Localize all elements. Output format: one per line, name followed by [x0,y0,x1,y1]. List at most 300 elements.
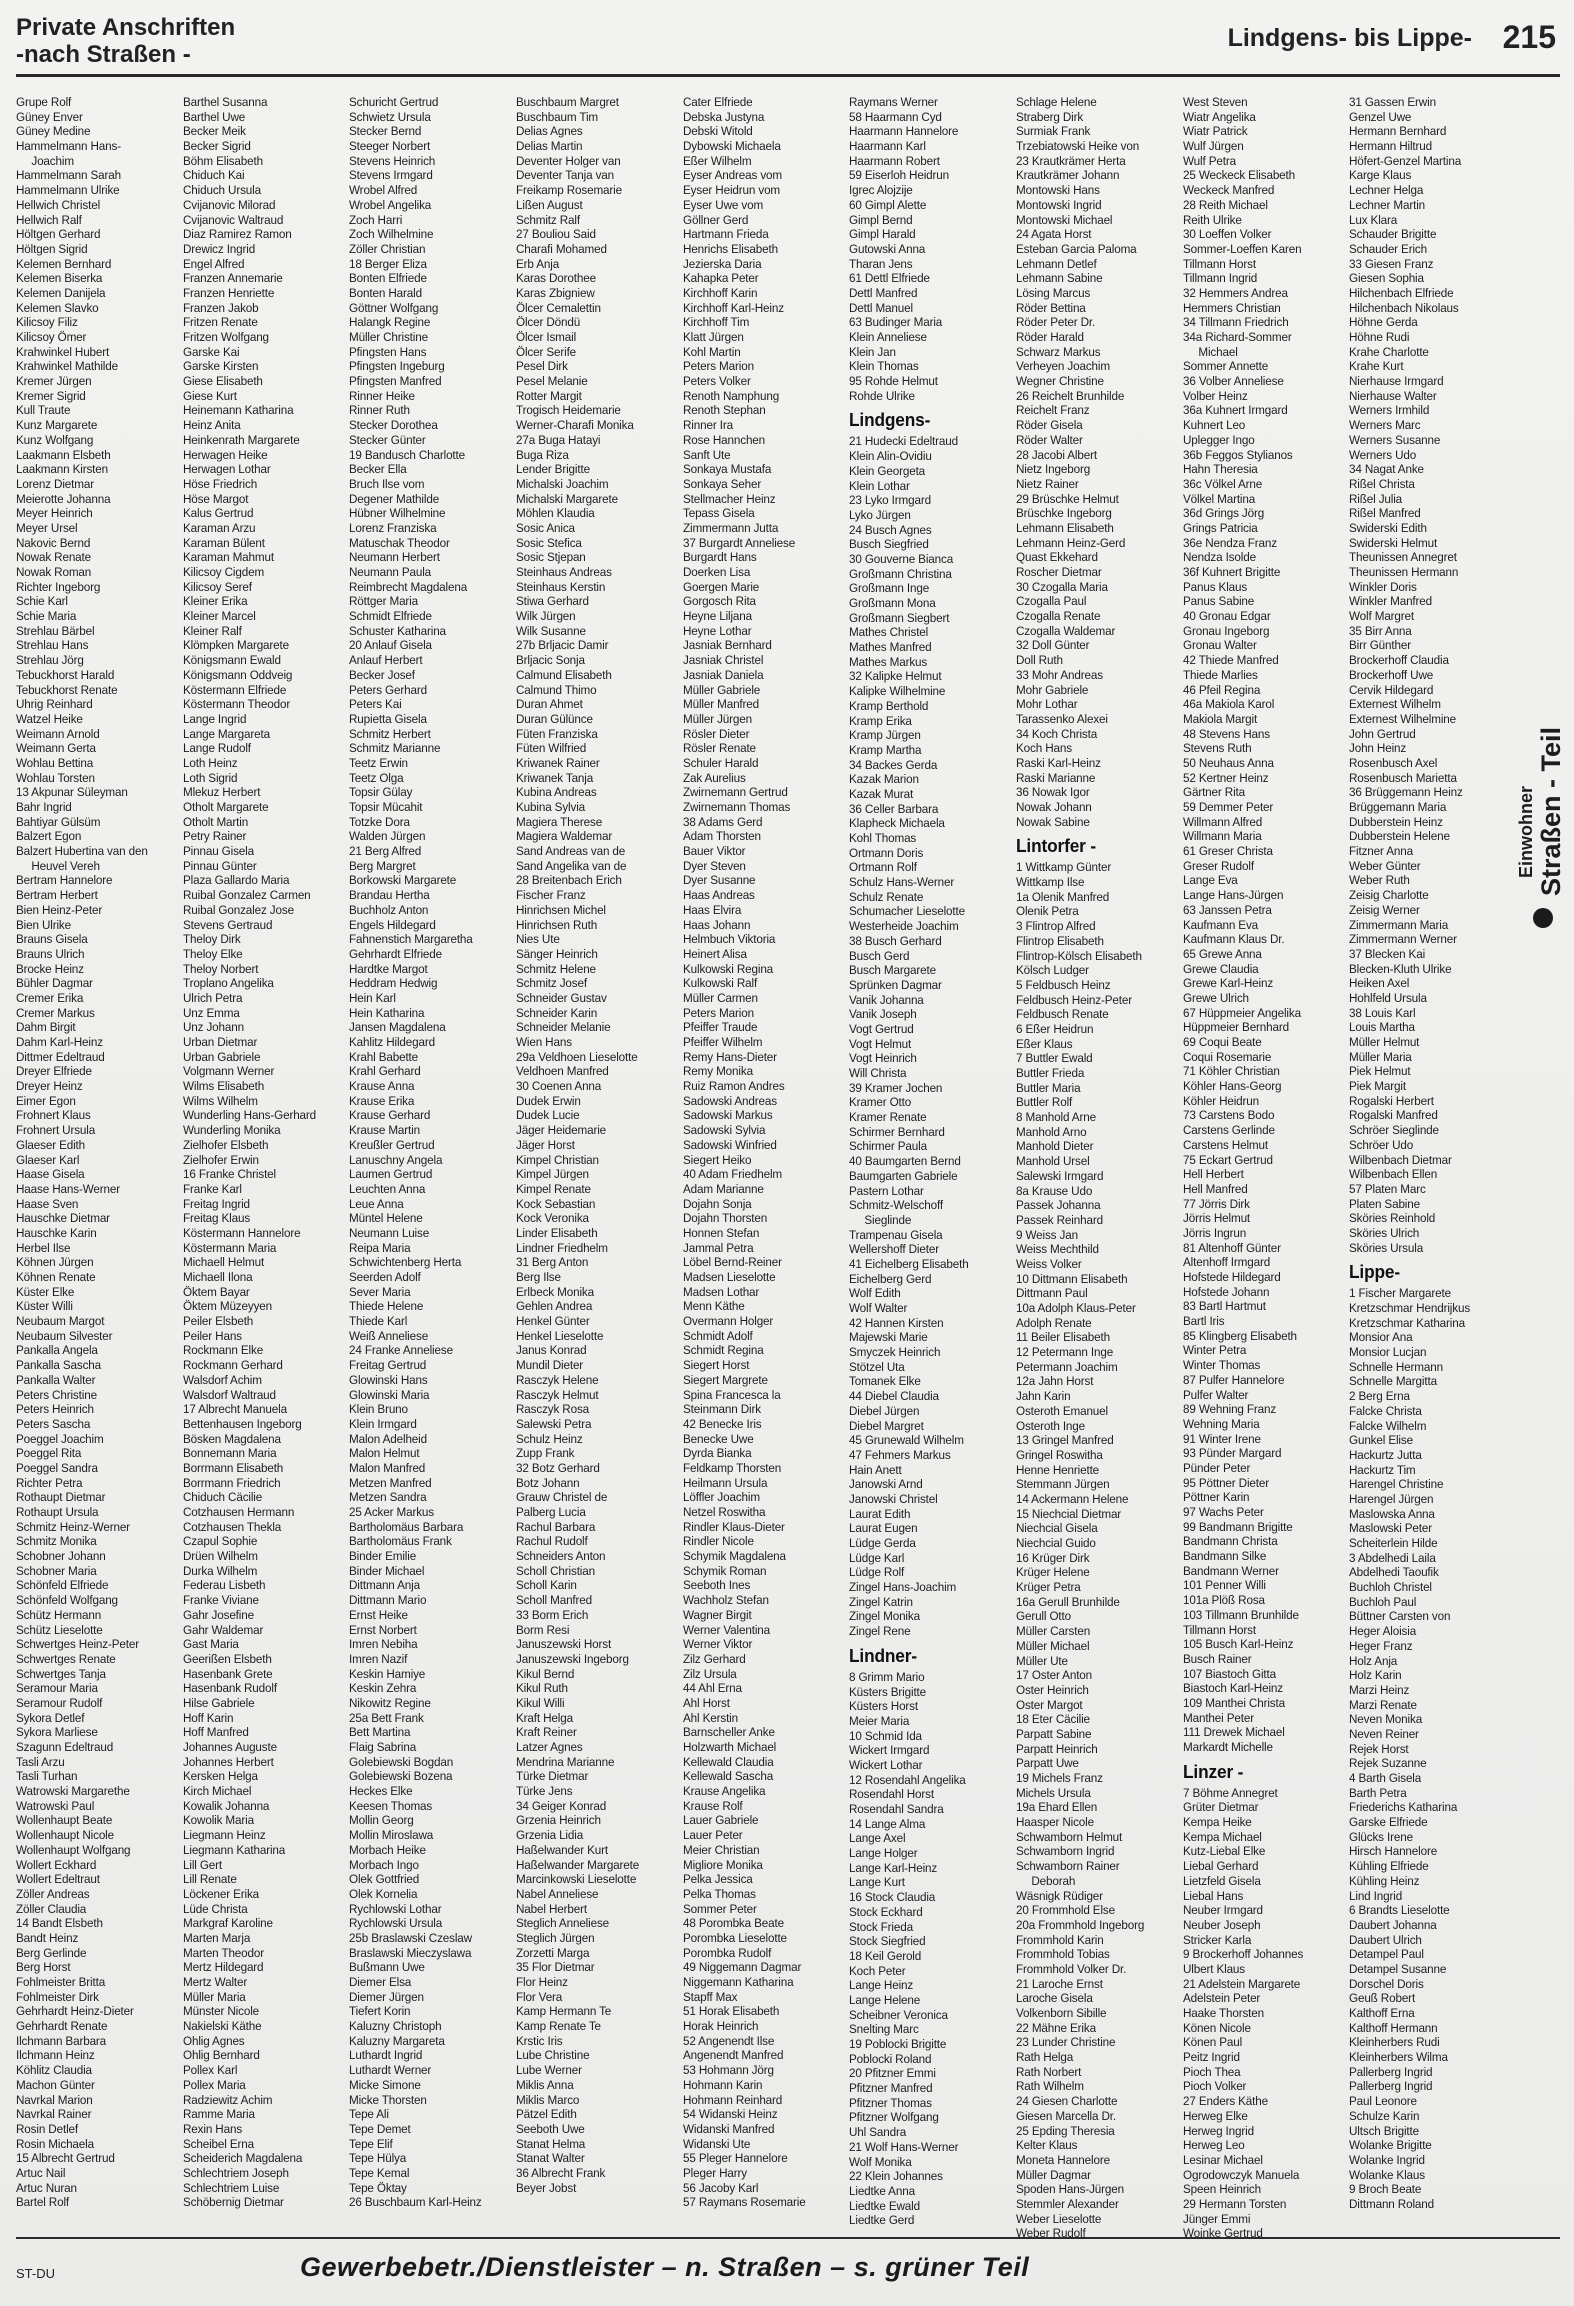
directory-entry: Berg Ilse [516,1270,561,1284]
directory-entry: 109 Manthei Christa [1182,1695,1285,1710]
directory-entry: Trampenau Gisela [849,1227,943,1242]
directory-entry: Barthel Uwe [182,109,245,124]
directory-entry: 67 Hüppmeier Angelika [1182,1005,1301,1020]
directory-entry: Giesen Marcella Dr. [1016,2108,1117,2123]
directory-entry: Michalski Joachim [516,476,609,491]
directory-entry: Montowski Michael [1016,212,1113,227]
directory-entry: Remy Monika [682,1064,753,1079]
directory-entry: Freitag Gertrud [349,1358,427,1373]
directory-entry: Lange Heinz [849,1978,914,1993]
directory-entry: Scholl Manfred [516,1593,593,1608]
directory-entry: Jasniak Daniela [682,667,764,682]
directory-entry: Dahm Karl-Heinz [16,1035,103,1049]
directory-entry: Monsior Ana [1349,1330,1413,1345]
directory-entry: 32 Kalipke Helmut [849,669,942,684]
directory-entry: Kohl Thomas [849,831,917,845]
directory-entry: Steeger Norbert [349,139,431,154]
directory-entry: Nierhause Irmgard [1349,374,1444,389]
directory-entry: Flintrop-Kölsch Elisabeth [1016,948,1142,963]
footer-note: Gewerbebetr./Dienstleister – n. Straßen – s. grüner Teil [300,2252,1030,2282]
directory-entry: Kock Sebastian [516,1196,596,1211]
directory-entry: 8 Grimm Mario [849,1669,925,1684]
directory-entry: Ohlig Agnes [182,2033,245,2048]
directory-entry: 31 Gassen Erwin [1349,95,1437,109]
directory-entry: 61 Dettl Elfriede [849,271,931,286]
directory-entry: Friederichs Katharina [1349,1800,1458,1815]
directory-entry: Wilbenbach Dietmar [1349,1152,1453,1167]
directory-entry: Lange Karl-Heinz [849,1860,938,1875]
directory-entry: Krüger Petra [1016,1580,1081,1595]
directory-entry: Swiderski Edith [1349,520,1428,535]
directory-entry: Kubina Sylvia [516,800,586,814]
directory-entry: Botz Johann [516,1475,580,1490]
directory-entry: Jäger Heidemarie [516,1123,607,1138]
directory-entry: Stevens Gertraud [182,917,273,932]
directory-entry: Sommer-Loeffen Karen [1182,241,1302,256]
directory-entry: Wolf Walter [849,1301,908,1315]
directory-entry: Brockerhoff Claudia [1349,653,1450,668]
directory-entry: 25 Acker Markus [349,1505,435,1519]
directory-entry: Siegert Margrete [682,1372,768,1387]
directory-entry: Hell Manfred [1182,1181,1248,1196]
directory-entry: Ahl Horst [682,1695,730,1710]
directory-entry: 75 Eckart Gertrud [1182,1152,1273,1167]
directory-entry: Pallerberg Ingrid [1349,2064,1433,2079]
directory-entry: Pätzel Edith [516,2107,577,2122]
directory-entry: Gerull Otto [1016,1609,1071,1624]
directory-entry: Hauschke Dietmar [16,1211,110,1226]
directory-entry: Hein Katharina [349,1005,425,1020]
directory-entry: Haßelwander Margarete [516,1857,640,1872]
directory-entry: 29a Veldhoen Lieselotte [516,1049,638,1064]
directory-entry: Lechner Helga [1349,183,1424,198]
directory-entry: Großmann Mona [849,596,936,610]
directory-entry: Krause Anna [349,1079,415,1094]
directory-entry: Kulkowski Regina [682,961,773,976]
directory-entry: Schwietz Ursula [349,109,432,124]
directory-entry: 101a Plöß Rosa [1182,1593,1265,1608]
directory-entry: Buchloh Christel [1349,1580,1433,1595]
directory-entry: Schröer Sieglinde [1349,1123,1440,1138]
directory-entry: 29 Brüschke Helmut [1016,491,1119,506]
directory-entry: Bandt Heinz [16,1930,79,1945]
directory-entry: 59 Demmer Peter [1182,800,1273,814]
directory-entry: Göttner Wolfgang [349,300,439,315]
directory-entry: Karaman Bülent [182,535,265,550]
directory-entry: Kirchhoff Tim [682,315,749,330]
directory-entry: Zilz Gerhard [682,1651,746,1666]
directory-entry: Remy Hans-Dieter [682,1049,777,1064]
directory-entry: Strehlau Hans [16,638,89,653]
directory-entry: Nakovic Bernd [16,535,91,550]
directory-entry: Lanuschny Angela [349,1152,443,1167]
directory-entry: Kulkowski Ralf [682,976,757,991]
directory-entry: Willmann Maria [1182,829,1262,844]
directory-entry: 81 Altenhoff Günter [1182,1240,1281,1255]
directory-entry: Michael [1198,344,1238,359]
directory-entry: Bartholomäus Barbara [349,1519,464,1534]
directory-entry: Stanat Helma [516,2136,586,2151]
directory-entry: Türke Dietmar [516,1769,589,1784]
directory-entry: Rychlowski Lothar [349,1901,442,1916]
directory-entry: 19a Ehard Ellen [1016,1800,1098,1815]
directory-entry: Dojahn Thorsten [682,1211,767,1226]
directory-entry: Chiduch Kai [182,168,245,183]
directory-entry: Henne Henriette [1016,1462,1100,1477]
directory-entry: Greser Rudolf [1182,858,1254,873]
directory-entry: Brüggemann Maria [1349,800,1447,814]
directory-entry: Sonkaya Seher [682,476,761,491]
directory-entry: 12a Jahn Horst [1016,1374,1094,1389]
directory-entry: Buchholz Anton [349,902,429,917]
directory-entry: Flor Vera [516,1989,563,2004]
directory-entry: Königsmann Oddveig [182,667,292,682]
directory-entry: Garske Kai [182,344,240,359]
directory-entry: Jörris Ingrun [1182,1225,1246,1240]
directory-entry: 59 Eiserloh Heidrun [849,168,950,183]
directory-entry: 3 Flintrop Alfred [1016,919,1096,934]
directory-entry: Werner Viktor [682,1637,752,1652]
directory-entry: Meyer Ursel [16,520,78,535]
directory-entry: Zingel Katrin [849,1594,914,1609]
directory-entry: Köhler Heidrun [1182,1093,1259,1108]
directory-entry: Tasli Turhan [16,1769,78,1784]
directory-entry: 44 Diebel Claudia [849,1389,940,1404]
directory-entry: Watzel Heike [16,711,83,726]
directory-entry: Schneiders Anton [516,1549,606,1564]
directory-entry: Schulz Heinz [516,1431,583,1446]
directory-entry: Madsen Lieselotte [682,1270,776,1284]
directory-entry: Carstens Gerlinde [1182,1123,1275,1138]
directory-entry: Poeggel Joachim [16,1431,104,1446]
directory-entry: Kahlitz Hildegard [349,1035,436,1049]
directory-entry: 23 Krautkrämer Herta [1016,153,1126,168]
directory-entry: Schobner Maria [16,1563,97,1578]
directory-entry: Hartmann Frieda [682,227,769,242]
directory-entry: Peters Marion [682,359,754,374]
directory-entry: Klömpken Margarete [182,638,289,653]
directory-entry: Oster Margot [1016,1697,1083,1712]
directory-entry: 36c Völkel Arne [1182,476,1262,491]
directory-entry: Dittmann Roland [1349,2196,1435,2211]
directory-entry: 36 Brüggemann Heinz [1349,785,1464,800]
directory-entry: Zimmermann Maria [1349,917,1449,932]
directory-entry: Rogalski Herbert [1349,1093,1435,1108]
directory-entry: Manhold Dieter [1016,1139,1094,1154]
directory-entry: Miklis Anna [516,2077,574,2092]
directory-entry: Teetz Olga [349,770,404,785]
directory-entry: Schauder Brigitte [1349,227,1437,242]
directory-entry: Koch Hans [1016,741,1072,756]
directory-entry: Trzebiatowski Heike von [1016,139,1140,154]
directory-entry: Bartel Rolf [16,2195,70,2210]
directory-entry: Weber Günter [1349,858,1421,873]
directory-entry: Kalthoff Hermann [1349,2020,1438,2035]
directory-entry: Bauer Viktor [682,844,746,859]
directory-entry: Hoff Manfred [182,1725,249,1740]
directory-entry: Wolanke Brigitte [1349,2138,1433,2153]
directory-entry: Paul Leonore [1349,2094,1418,2109]
directory-entry: Watrowski Margarethe [16,1784,130,1799]
directory-entry: Rösler Dieter [682,726,750,741]
directory-entry: Gehrhardt Heinz-Dieter [16,2004,134,2019]
directory-entry: 8 Manhold Arne [1016,1110,1096,1125]
directory-entry: 15 Niechcial Dietmar [1016,1506,1122,1521]
directory-entry: 16a Gerull Brunhilde [1016,1594,1120,1609]
directory-entry: Pankalla Sascha [16,1358,102,1373]
directory-entry: Passek Johanna [1016,1198,1101,1213]
directory-entry: Goergen Marie [682,579,759,594]
directory-entry: Salewski Petra [516,1416,592,1431]
directory-entry: 16 Franke Christel [182,1167,276,1182]
directory-entry: Nikowitz Regine [349,1695,432,1710]
directory-entry: Nies Ute [516,932,560,947]
directory-entry: Kelemen Danijela [16,285,106,300]
directory-entry: Dyer Steven [682,858,746,873]
directory-entry: Ruibal Gonzalez Carmen [182,888,311,903]
directory-entry: 13 Akpunar Süleyman [16,785,128,800]
directory-entry: Rejek Suzanne [1349,1756,1427,1771]
directory-entry: Neuber Irmgard [1182,1903,1263,1918]
directory-entry: Januszewski Horst [516,1637,612,1652]
directory-entry: Petermann Joachim [1016,1359,1118,1374]
directory-entry: Theunissen Hermann [1349,565,1459,579]
directory-entry: Ölcer Ismail [516,330,577,344]
header-divider [16,74,1560,77]
directory-entry: 48 Porombka Beate [682,1916,784,1931]
directory-entry: Laumen Gertrud [349,1167,433,1182]
directory-entry: 58 Haarmann Cyd [849,109,943,124]
directory-entry: Hinrichsen Ruth [516,917,598,932]
directory-entry: 7 Buttler Ewald [1016,1051,1093,1066]
directory-entry: Strehlau Bärbel [16,623,95,638]
directory-entry: 101 Penner Willi [1182,1578,1266,1593]
directory-entry: Ölcer Döndü [516,315,581,330]
directory-column-1 [16,95,166,2241]
directory-entry: Marcinkowski Lieselotte [516,1872,637,1887]
directory-entry: Tepe Öktay [349,2180,408,2195]
directory-entry: Pesel Dirk [516,359,568,374]
directory-entry: Piek Helmut [1349,1064,1411,1079]
directory-entry: Haas Elvira [682,902,741,917]
directory-entry: Seramour Maria [16,1681,98,1696]
directory-entry: Deventer Holger van [516,153,621,168]
directory-entry: Becker Josef [349,667,416,682]
directory-entry: Dyer Susanne [682,873,756,888]
directory-entry: Olek Kornelia [349,1886,418,1901]
directory-entry: Kleinherbers Wilma [1349,2050,1449,2065]
directory-entry: 27 Bouliou Said [516,227,596,242]
directory-entry: Schneider Melanie [516,1020,611,1035]
directory-entry: Walden Jürgen [349,829,426,844]
directory-entry: Werners Irmhild [1349,403,1430,418]
directory-entry: Kriwanek Tanja [516,770,594,785]
directory-entry: Schlechtriem Luise [182,2180,279,2195]
directory-entry: Wohlau Bettina [16,755,94,770]
directory-entry: Neven Monika [1349,1712,1423,1727]
directory-entry: Liebal Hans [1182,1888,1243,1903]
directory-entry: 61 Greser Christa [1182,844,1273,859]
directory-entry: Niechcial Gisela [1016,1521,1098,1536]
directory-entry: Rockmann Gerhard [182,1358,283,1373]
directory-entry: Frohnert Ursula [16,1123,96,1138]
directory-entry: Flor Heinz [516,1975,568,1989]
directory-entry: Bartl Iris [1182,1314,1225,1329]
directory-entry: Münster Nicole [182,2004,259,2019]
directory-entry: Falcke Wilhelm [1349,1418,1427,1433]
directory-entry: Zingel Hans-Joachim [849,1580,957,1595]
directory-entry: Kaufmann Eva [1182,917,1258,932]
directory-entry: Czogalla Waldemar [1016,623,1116,638]
directory-entry: Geerißen Elsbeth [182,1651,272,1666]
directory-entry: Abdelhedi Taoufik [1349,1565,1440,1580]
directory-entry: Hain Anett [849,1462,902,1477]
directory-entry: Kimpel Christian [516,1152,599,1167]
directory-entry: Salewski Irmgard [1016,1168,1104,1183]
directory-entry: Jäger Horst [516,1137,575,1152]
directory-entry: Fohlmeister Britta [16,1975,106,1989]
directory-entry: 14 Bandt Elsbeth [16,1916,103,1931]
directory-entry: Porombka Rudolf [682,1945,771,1960]
directory-entry: Sieglinde [864,1212,912,1227]
directory-entry: Mollin Miroslawa [349,1828,434,1843]
directory-entry: Poeggel Rita [16,1446,82,1461]
directory-entry: Bien Ulrike [16,917,71,932]
directory-entry: Buga Riza [516,447,569,462]
directory-entry: Jezierska Daria [682,256,762,271]
section-side-label [1510,650,1568,930]
directory-entry: 35 Flor Dietmar [516,1960,595,1975]
directory-entry: Will Christa [849,1066,907,1080]
directory-entry: Müntel Helene [349,1211,423,1226]
directory-entry: 52 Angenendt Ilse [682,2033,774,2048]
directory-entry: Kilicsoy Ömer [16,330,87,344]
directory-entry: 21 Berg Alfred [349,844,422,859]
directory-entry: Heinert Alisa [682,946,747,961]
directory-entry: Rath Wilhelm [1016,2079,1084,2094]
directory-entry: Schlechtriem Joseph [182,2165,289,2180]
directory-entry: Franzen Henriette [182,285,274,300]
directory-entry: Gunkel Elise [1349,1433,1414,1448]
directory-entry: Franke Karl [182,1181,242,1196]
directory-entry: Frommhold Tobias [1016,1947,1110,1962]
directory-entry: Meier Christian [682,1842,760,1857]
directory-entry: Grewe Claudia [1182,961,1259,976]
directory-entry: Wittkamp Ilse [1016,875,1085,890]
directory-entry: Hammelmann Hans- [16,139,121,154]
directory-entry: Dudek Erwin [516,1093,581,1108]
directory-entry: Leuchten Anna [349,1181,426,1196]
directory-entry: Schmitz Heinz-Werner [16,1519,130,1534]
directory-entry: Hackurtz Tim [1349,1462,1416,1477]
directory-entry: Pfingsten Manfred [349,374,442,389]
directory-entry: Kramp Erika [849,713,913,728]
directory-entry: Thiede Helene [349,1299,424,1314]
directory-entry: 5 Feldbusch Heinz [1016,977,1111,992]
directory-entry: Urban Dietmar [182,1035,257,1049]
directory-entry: 15 Albrecht Gertrud [16,2151,115,2166]
directory-entry: Buchloh Paul [1349,1594,1417,1609]
directory-entry: Böhm Elisabeth [182,153,263,168]
directory-entry: Poblocki Roland [849,2051,932,2066]
directory-entry: Haase Sven [16,1196,79,1211]
directory-entry: Kraft Helga [516,1710,573,1725]
directory-entry: Becker Ella [349,462,407,477]
directory-entry: Verheyen Joachim [1016,359,1110,374]
directory-entry: Schulze Karin [1349,2108,1420,2123]
directory-entry: 18 Berger Eliza [349,256,428,271]
directory-entry: Neumann Luise [349,1225,430,1240]
directory-entry: Madsen Lothar [682,1284,759,1299]
directory-entry: Wegner Christine [1016,374,1104,389]
footer-code: ST-DU [16,2266,55,2281]
directory-entry: Großmann Siegbert [849,610,950,625]
directory-entry: Pioch Volker [1182,2079,1246,2094]
directory-entry: Debska Justyna [682,109,764,124]
directory-entry: Kowalik Johanna [182,1798,269,1813]
directory-entry: Krahwinkel Hubert [16,344,110,359]
directory-entry: Schmitz Marianne [349,741,441,756]
directory-entry: Sand Angelika van de [516,858,627,873]
directory-entry: Herwagen Heike [182,447,268,462]
directory-entry: Glücks Irene [1349,1829,1414,1844]
directory-entry: Karaman Mahmut [182,550,274,565]
directory-entry: Hinrichsen Michel [516,902,606,917]
directory-entry: Pleger Harry [682,2165,747,2180]
directory-entry: Kleinherbers Rudi [1349,2035,1440,2050]
directory-entry: Pelka Thomas [682,1886,756,1901]
directory-entry: Bertram Hannelore [16,873,113,888]
directory-entry: Lauer Peter [682,1828,743,1843]
directory-entry: Lux Klara [1349,212,1398,227]
directory-entry: Kunz Wolfgang [16,432,94,447]
directory-entry: Müller Christine [349,330,429,344]
directory-entry: Horak Heinrich [682,2019,759,2034]
directory-entry: 24 Giesen Charlotte [1016,2094,1118,2109]
directory-entry: Kalthoff Erna [1349,2006,1415,2020]
directory-entry: Calmund Thimo [516,682,597,697]
directory-entry: Hell Herbert [1182,1167,1244,1182]
directory-entry: Lehmann Elisabeth [1016,520,1114,535]
directory-entry: Michalski Margarete [516,491,618,506]
directory-entry: Porombka Lieselotte [682,1930,787,1945]
directory-entry: Pfitzner Wolfgang [849,2110,940,2125]
directory-entry: 93 Pünder Margard [1182,1446,1282,1461]
directory-entry: Höltgen Gerhard [16,227,101,242]
directory-entry: Hackurtz Jutta [1349,1447,1423,1462]
directory-entry: Chiduch Cäcilie [182,1490,262,1505]
directory-entry: Keskin Hamiye [349,1666,426,1681]
directory-entry: 9 Weiss Jan [1016,1227,1078,1242]
directory-entry: Binder Michael [349,1563,425,1578]
directory-entry: Scheibner Veronica [849,2007,949,2022]
directory-entry: Garske Kirsten [182,359,259,374]
directory-entry: Wulf Jürgen [1182,139,1244,154]
directory-entry: Dahm Birgit [16,1020,76,1035]
directory-entry: 99 Bandmann Brigitte [1182,1519,1293,1534]
directory-entry: Machon Günter [16,2077,95,2092]
directory-entry: Diemer Elsa [349,1975,412,1989]
directory-entry: Moneta Hannelore [1016,2152,1110,2167]
directory-entry: 40 Gronau Edgar [1182,609,1271,624]
directory-entry: Cremer Markus [16,1005,95,1020]
directory-entry: Burgardt Hans [682,550,757,565]
directory-entry: Hübner Wilhelmine [349,506,446,521]
directory-entry: Marten Marja [182,1930,250,1945]
directory-entry: 8a Krause Udo [1016,1183,1093,1198]
directory-entry: 36 Albrecht Frank [516,2165,606,2180]
directory-entry: 16 Krüger Dirk [1016,1550,1090,1565]
